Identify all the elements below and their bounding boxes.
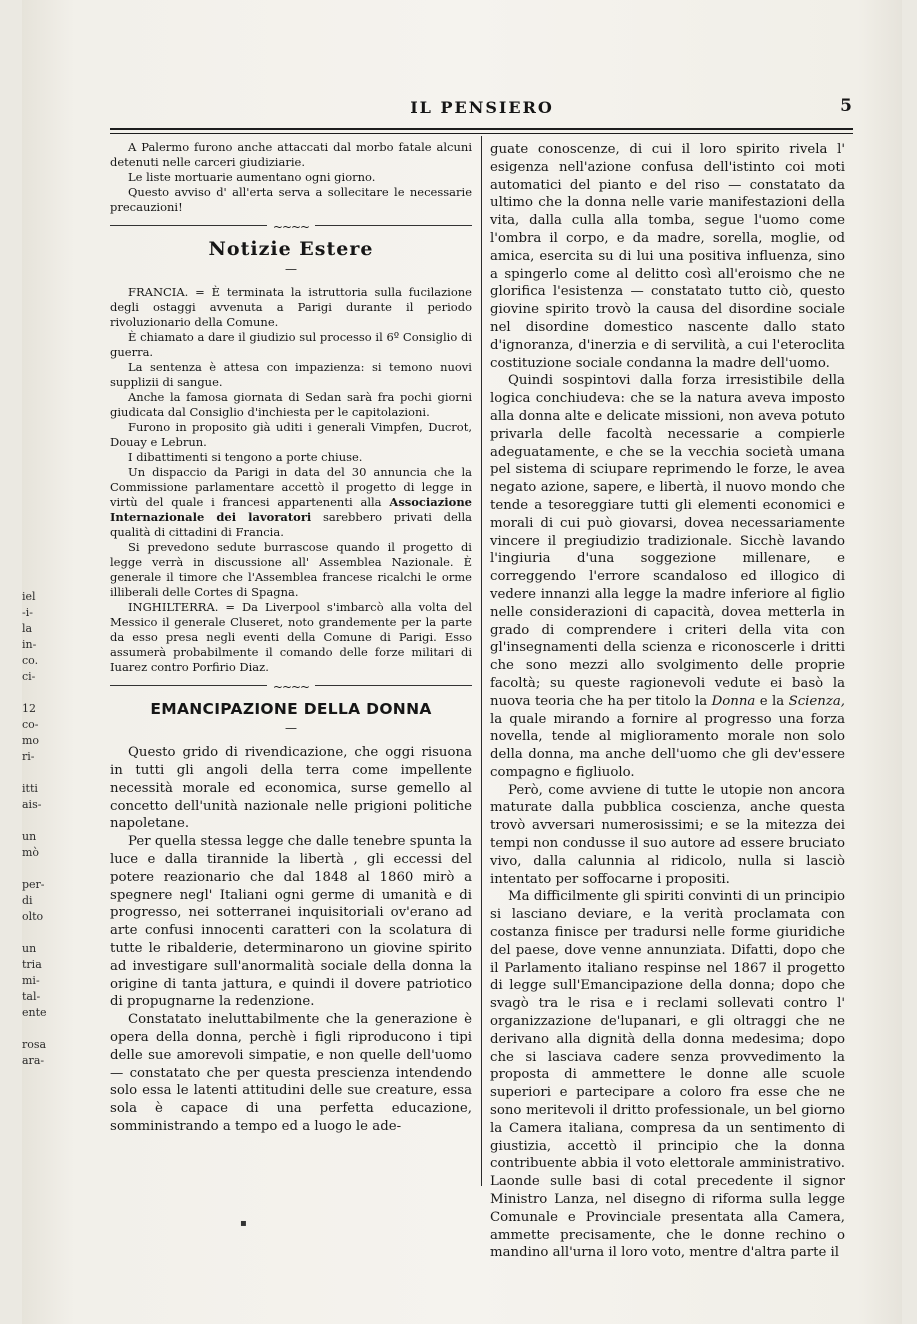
section-ornament: ~~~~ — [110, 219, 472, 231]
margin-fragment: ais- — [22, 798, 42, 811]
paragraph: Per quella stessa legge che dalle tenebre spunta la luce e dalla tirannide la libertà , gli eccessi del potere reazionario che dal 1848 al 1860 mirò a spegnere negl' Italiani ogni germe di umanità e di progresso, nei sotterranei inquisitoriali ov'erano ad arte confusi innocenti caratteri con la scolatura di tutte le ribalderie, determinarono un giovine spirito ad investigare sull'anormalità sociale della donna la origine di tanta jattura, e quindi il dovere patriotico di propugnarne la redenzione. — [110, 834, 472, 1010]
palermo-news — [110, 140, 472, 215]
margin-fragment: rosa — [22, 1038, 47, 1051]
margin-fragment — [22, 926, 48, 939]
margin-fragment: la — [22, 622, 33, 635]
paragraph: guate conoscenze, di cui il loro spirito rivela l' esigenza nell'azione confusa dell'istinto coi moti automatici del pianto e del riso — constatato da ultimo che la donna nelle varie manifestazioni della vita, dalla culla alla tomba, segue l'uomo come l'ombra il corpo, e da madre, sorella, moglie, od amica, esercita su di lui una positiva influenza, sino a spingerlo come al delitto così all'eroismo che ne glorifica l'esistenza — constatato tutto ciò, questo giovine spirito trovò la causa del disordine sociale nel disordine domestico nascente dallo stato d'ignoranza, d'inerzia e di servilità, a cui l'eteroclita costituzione sociale condanna la madre dell'uomo. — [490, 142, 845, 371]
margin-fragment — [22, 862, 48, 875]
paragraph: Constatato ineluttabilmente che la generazione è opera della donna, perchè i figli riproducono i tipi delle sue amorevoli simpatie, e non quelle dell'uomo — constatato che per questa prescienza intendendo solo essa le latenti attitudini delle sue creature, essa sola è capace di una perfetta educazione, somministrando a tempo ed a luogo le ade- — [110, 1012, 472, 1134]
margin-fragment: olto — [22, 910, 44, 923]
margin-fragment: in- — [22, 638, 37, 651]
foreign-news-title: Notizie Estere — [208, 238, 374, 260]
ink-speck: ▪ — [240, 1218, 247, 1229]
paragraph-theory: Quindi sospintovi dalla forza irresistibile della logica conchiudeva: che se la natura aveva imposto alla donna alte e delicate missioni, non aveva potuto privarla delle facoltà necessarie a compierle adeguatamente, e che se la vecchia società umana pel sistema di sciupare reprimendo le forze, le avea negato azione, sapere, e libertà, il nuovo mondo che tende a tesoreggiare tutti gli elementi economici e morali di cui può giovarsi, dovea necessariamente vincere il pregiudizio tradizionale. Sicchè lavando l'ingiuria d'una soggezione millenare, e correggendo l'errore scandaloso ed illogico di vedere innanzi alla legge la madre inferiore al figlio nelle considerazioni di capacità, dovea metterla in grado di comprendere i criteri della vita con gl'insegnamenti della scienza e riconoscerle i dritti che sono mezzi allo svolgimento delle proprie facoltà; su queste ragionevoli vedute ei basò la nuova teoria che ha per titolo la Donna e la Scienza, la quale mirando a fornire al progresso una forza novella, tende al miglioramento morale non solo della donna, ma anche dell'uomo che gli dev'essere compagno e figliuolo. — [490, 373, 846, 780]
emancipation-article — [110, 744, 472, 1136]
margin-fragment: ci- — [22, 670, 36, 683]
margin-fragment: un — [22, 942, 37, 955]
margin-fragment: di — [22, 894, 33, 907]
paragraph: Però, come avviene di tutte le utopie non ancora maturate dalla pubblica coscienza, anche questa trovò avversari numerosissimi; e se la mitezza dei tempi non condusse il suo autore ad essere bruciato vivo, dalla calunnia al ridicolo, nulla si lasciò intentato per soffocarne i propositi. — [490, 782, 845, 887]
margin-fragment: per- — [22, 878, 45, 891]
newspaper-page — [22, 0, 902, 1324]
running-head — [112, 98, 852, 120]
adjacent-page-margin — [22, 590, 48, 1170]
margin-fragment — [22, 766, 48, 779]
margin-fragment: -i- — [22, 606, 33, 619]
margin-fragment: mò — [22, 846, 40, 859]
paragraph: A Palermo furono anche attaccati dal morbo fatale alcuni detenuti nelle carceri giudiziarie. — [110, 140, 472, 169]
margin-fragment — [22, 686, 48, 699]
dispatch-paragraph: Un dispaccio da Parigi in data del 30 annuncia che la Commissione parlamentare accettò il progetto di legge in virtù del quale i francesi appartenenti alla Associazione Internazionale dei lavoratori sarebbero privati della qualità di cittadini di Francia. — [110, 464, 473, 539]
margin-fragment: tria — [22, 958, 42, 971]
page-number: 5 — [840, 96, 852, 116]
emancipation-title: EMANCIPAZIONE DELLA DONNA — [150, 699, 432, 718]
right-column — [490, 141, 845, 1262]
margin-fragment: iel — [22, 590, 36, 603]
margin-fragment: co. — [22, 654, 39, 667]
margin-fragment: ara- — [22, 1054, 45, 1067]
paragraph: I dibattimenti si tengono a porte chiuse. — [128, 449, 363, 464]
header-rule — [110, 128, 853, 134]
margin-fragment: ri- — [22, 750, 35, 763]
left-column — [110, 140, 472, 1136]
paragraph: Le liste mortuarie aumentano ogni giorno. — [128, 170, 376, 184]
paragraph: È chiamato a dare il giudizio sul processo il 6º Consiglio di guerra. — [110, 329, 472, 359]
newspaper-title: IL PENSIERO — [410, 98, 554, 117]
margin-fragment: itti — [22, 782, 38, 795]
paragraph: FRANCIA. = È terminata la istruttoria sulla fucilazione degli ostaggi avvenuta a Parigi durante il periodo rivoluzionario della Comune. — [110, 284, 472, 329]
paragraph: INGHILTERRA. = Da Liverpool s'imbarcò alla volta del Messico il generale Cluseret, noto grandemente per la parte da esso presa negli eventi della Comune di Parigi. Esso assumerà probabilmente il comando delle forze militari di Iuarez contro Porfirio Diaz. — [110, 599, 472, 674]
association-name: Associazione Internazionale dei lavoratori — [110, 494, 473, 524]
margin-fragment: tal- — [22, 990, 41, 1003]
paragraph: Questo grido di rivendicazione, che oggi risuona in tutti gli angoli della terra come impellente necessità morale ed economica, surse gemello al concetto dell'unità nazionale nelle prigioni politiche napoletane. — [110, 745, 472, 832]
paragraph: Anche la famosa giornata di Sedan sarà fra pochi giorni giudicata dal Consiglio d'inchiesta per le capitolazioni. — [110, 389, 472, 419]
margin-fragment: ente — [22, 1006, 47, 1019]
margin-fragment: mi- — [22, 974, 40, 987]
margin-fragment — [22, 814, 48, 827]
paragraph: La sentenza è attesa con impazienza: si temono nuovi supplizii di sangue. — [110, 359, 472, 389]
paragraph: Ma difficilmente gli spiriti convinti di un principio si lasciano deviare, e la verità proclamata con costanza finisce per tradursi nelle forme giuridiche del paese, dove venne annunziata. Difatti, dopo che il Parlamento italiano respinse nel 1867 il progetto di legge sull'Emancipazione della donna; dopo che svagò tra le risa e i reclami sollevati contro l' organizzazione de'lupanari, e gli oltraggi che ne derivano alla dignità della donna medesima; dopo che si lasciava cadere senza provvedimento la proposta di ammettere le donne alle scuole superiori e partecipare a coloro fra esse che ne sono meritevoli il dritto professionale, un bel giorno la Camera italiana, compresa da un sentimento di giustizia, accettò il principio che la donna contribuente abbia il voto elettorale amministrativo. Laonde sulle basi di cotal precedente il signor Ministro Lanza, nel disegno di riforma sulla legge Comunale e Provinciale presentata alla Camera, ammette precisamente, che le donne rechino o mandino all'urna il loro voto, mentre d'altra parte il — [490, 889, 845, 1261]
paragraph: Si prevedono sedute burrascose quando il progetto di legge verrà in discussione all' Assemblea Nazionale. È generale il timore che l'Assemblea francese ricalchi le orme illiberali delle Cortes di Spagna. — [110, 539, 472, 599]
paragraph: Furono in proposito già uditi i generali Vimpfen, Ducrot, Douay e Lebrun. — [110, 419, 472, 449]
margin-fragment: un — [22, 830, 37, 843]
title-dash: — — [285, 261, 297, 276]
margin-fragment: co- — [22, 718, 39, 731]
section-ornament: ~~~~ — [110, 679, 472, 691]
margin-fragment — [22, 1022, 48, 1035]
margin-fragment: mo — [22, 734, 40, 747]
title-dash: — — [285, 721, 297, 736]
paragraph: Questo avviso d' all'erta serva a sollecitare le necessarie precauzioni! — [110, 185, 472, 214]
margin-fragment: 12 — [22, 702, 36, 715]
foreign-news — [110, 285, 472, 675]
column-divider — [481, 136, 482, 1186]
